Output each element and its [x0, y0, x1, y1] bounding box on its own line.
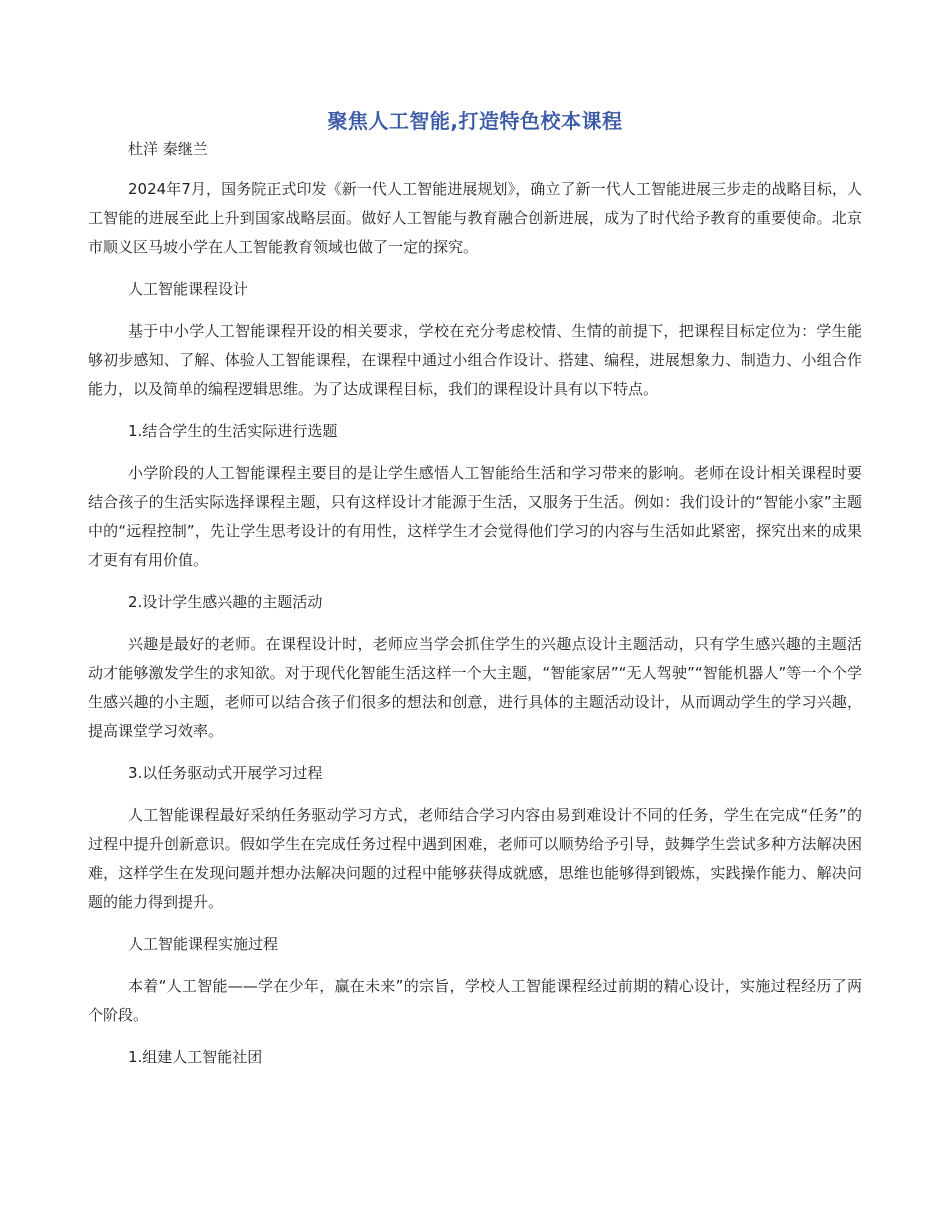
- paragraph-course-goal: 基于中小学人工智能课程开设的相关要求，学校在充分考虑校情、生情的前提下，把课程目标定位为：学生能够初步感知、了解、体验人工智能课程，在课程中通过小组合作设计、搭建、编程，进展想象力、制造力、小组合作能力，以及简单的编程逻辑思维。为了达成课程目标，我们的课程设计具有以下特点。: [88, 322, 862, 398]
- document-page: [88, 100, 862, 1072]
- subheading-1: 1.结合学生的生活实际进行选题: [128, 422, 338, 440]
- section-heading-course-design: 人工智能课程设计: [128, 280, 249, 298]
- paragraph-interest: 兴趣是最好的老师。在课程设计时，老师应当学会抓住学生的兴趣点设计主题活动，只有学生感兴趣的主题活动才能够激发学生的求知欲。对于现代化智能生活这样一个大主题，“智能家居”“无人驾驶”“智能机器人”等一个个学生感兴趣的小主题，老师可以结合孩子们很多的想法和创意，进行具体的主题活动设计，从而调动学生的学习兴趣，提高课堂学习效率。: [88, 635, 862, 740]
- paragraph-intro: 2024年7月，国务院正式印发《新一代人工智能进展规划》，确立了新一代人工智能进展三步走的战略目标，人工智能的进展至此上升到国家战略层面。做好人工智能与教育融合创新进展，成为了时代给予教育的重要使命。北京市顺义区马坡小学在人工智能教育领域也做了一定的探究。: [88, 180, 862, 256]
- article-title: 聚焦人工智能,打造特色校本课程: [327, 109, 623, 133]
- paragraph-task-driven: 人工智能课程最好采纳任务驱动学习方式，老师结合学习内容由易到难设计不同的任务，学生在完成“任务”的过程中提升创新意识。假如学生在完成任务过程中遇到困难，老师可以顺势给予引导，鼓舞学生尝试多种方法解决困难，这样学生在发现问题并想办法解决问题的过程中能够获得成就感，思维也能够得到锻炼，实践操作能力、解决问题的能力得到提升。: [88, 806, 862, 911]
- paragraph-life-topics: 小学阶段的人工智能课程主要目的是让学生感悟人工智能给生活和学习带来的影响。老师在设计相关课程时要结合孩子的生活实际选择课程主题，只有这样设计才能源于生活，又服务于生活。例如：我们设计的“智能小家”主题中的“远程控制”，先让学生思考设计的有用性，这样学生才会觉得他们学习的内容与生活如此紧密，探究出来的成果才更有有用价值。: [88, 464, 862, 569]
- subheading-club: 1.组建人工智能社团: [128, 1048, 263, 1066]
- subheading-3: 3.以任务驱动式开展学习过程: [128, 764, 323, 782]
- subheading-2: 2.设计学生感兴趣的主题活动: [128, 593, 323, 611]
- section-heading-implementation: 人工智能课程实施过程: [128, 935, 279, 953]
- paragraph-implementation-intro: 本着“人工智能——学在少年，赢在未来”的宗旨，学校人工智能课程经过前期的精心设计，实施过程经历了两个阶段。: [88, 977, 862, 1024]
- article-authors: 杜洋 秦继兰: [128, 140, 208, 158]
